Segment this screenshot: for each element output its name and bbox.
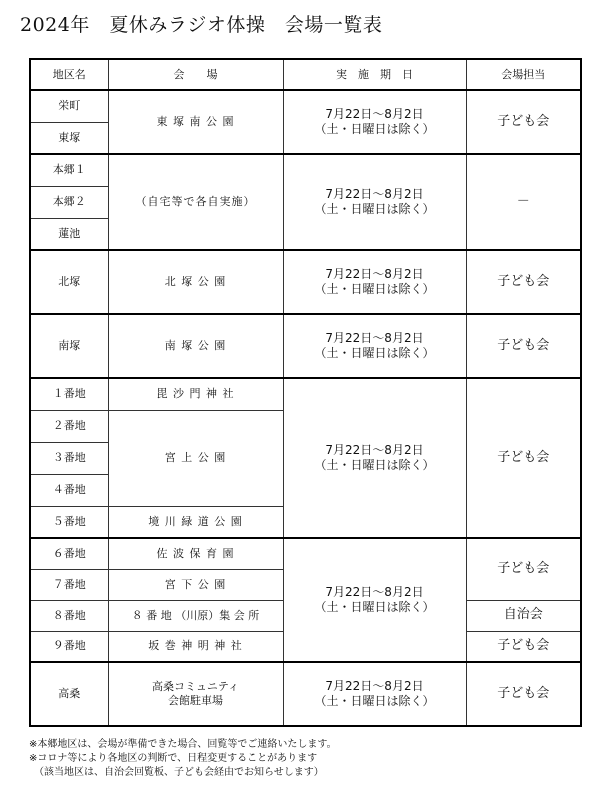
venue-cell: ８ 番 地 （川原）集 会 所: [108, 600, 283, 631]
page-title: 2024年 夏休みラジオ体操 会場一覧表: [20, 14, 383, 36]
table-row: [30, 662, 581, 726]
footnote: ※本郷地区は、会場が準備できた場合、回覧等でご連絡いたします。: [29, 739, 337, 750]
venue-cell: 宮 下 公 園: [108, 569, 283, 600]
group-hongo: [30, 154, 581, 250]
district-cell: 本郷２: [30, 186, 108, 218]
group-higashizuka: [30, 90, 581, 154]
organizer-cell: 自治会: [466, 600, 581, 631]
district-cell: ４番地: [30, 474, 108, 506]
dates-cell: 7月22日～8月2日 （土・日曜日は除く）: [283, 314, 466, 378]
footnote: （該当地区は、自治会回覧板、子ども会経由でお知らせします）: [29, 767, 324, 778]
header-dates: 実 施 期 日: [283, 59, 466, 90]
table-row: [30, 90, 581, 122]
footnote: ※コロナ等により各地区の判断で、日程変更することがあります: [29, 753, 318, 764]
venue-schedule-table: [29, 58, 582, 727]
group-takakuwa: [30, 662, 581, 726]
dates-cell: 7月22日～8月2日 （土・日曜日は除く）: [283, 662, 466, 726]
district-cell: 栄町: [30, 90, 108, 122]
table-row: [30, 154, 581, 186]
district-cell: ６番地: [30, 538, 108, 569]
district-cell: ９番地: [30, 631, 108, 662]
table-row: [30, 250, 581, 314]
venue-cell: （自宅等で各自実施）: [108, 154, 283, 250]
venue-cell: 坂 巻 神 明 神 社: [108, 631, 283, 662]
dates-cell: 7月22日～8月2日 （土・日曜日は除く）: [283, 378, 466, 538]
district-cell: ５番地: [30, 506, 108, 538]
organizer-cell: 子ども会: [466, 314, 581, 378]
organizer-cell: －: [466, 154, 581, 250]
venue-cell: 宮 上 公 園: [108, 410, 283, 506]
venue-cell: 北 塚 公 園: [108, 250, 283, 314]
group-banchi-1-5: [30, 378, 581, 538]
district-cell: ８番地: [30, 600, 108, 631]
district-cell: ７番地: [30, 569, 108, 600]
district-cell: ３番地: [30, 442, 108, 474]
venue-cell: 高桑コミュニティ 会館駐車場: [108, 662, 283, 726]
header-venue: 会 場: [108, 59, 283, 90]
district-cell: 南塚: [30, 314, 108, 378]
dates-cell: 7月22日～8月2日 （土・日曜日は除く）: [283, 538, 466, 662]
organizer-cell: 子ども会: [466, 662, 581, 726]
district-cell: ２番地: [30, 410, 108, 442]
header-organizer: 会場担当: [466, 59, 581, 90]
table-row: [30, 314, 581, 378]
district-cell: 北塚: [30, 250, 108, 314]
district-cell: 蓮池: [30, 218, 108, 250]
group-kitazuka: [30, 250, 581, 314]
district-cell: 高桑: [30, 662, 108, 726]
district-cell: １番地: [30, 378, 108, 410]
venue-cell: 毘 沙 門 神 社: [108, 378, 283, 410]
group-banchi-6-9: [30, 538, 581, 662]
table-row: [30, 538, 581, 569]
district-cell: 本郷１: [30, 154, 108, 186]
venue-cell: 境 川 緑 道 公 園: [108, 506, 283, 538]
district-cell: 東塚: [30, 122, 108, 154]
venue-cell: 南 塚 公 園: [108, 314, 283, 378]
organizer-cell: 子ども会: [466, 250, 581, 314]
organizer-cell: 子ども会: [466, 631, 581, 662]
dates-cell: 7月22日～8月2日 （土・日曜日は除く）: [283, 250, 466, 314]
organizer-cell: 子ども会: [466, 538, 581, 600]
table-header-row: [30, 59, 581, 90]
header-district: 地区名: [30, 59, 108, 90]
footnotes: [29, 738, 337, 780]
dates-cell: 7月22日～8月2日 （土・日曜日は除く）: [283, 90, 466, 154]
table-row: [30, 378, 581, 410]
venue-cell: 佐 波 保 育 園: [108, 538, 283, 569]
venue-cell: 東 塚 南 公 園: [108, 90, 283, 154]
organizer-cell: 子ども会: [466, 378, 581, 538]
organizer-cell: 子ども会: [466, 90, 581, 154]
dates-cell: 7月22日～8月2日 （土・日曜日は除く）: [283, 154, 466, 250]
group-minamizuka: [30, 314, 581, 378]
